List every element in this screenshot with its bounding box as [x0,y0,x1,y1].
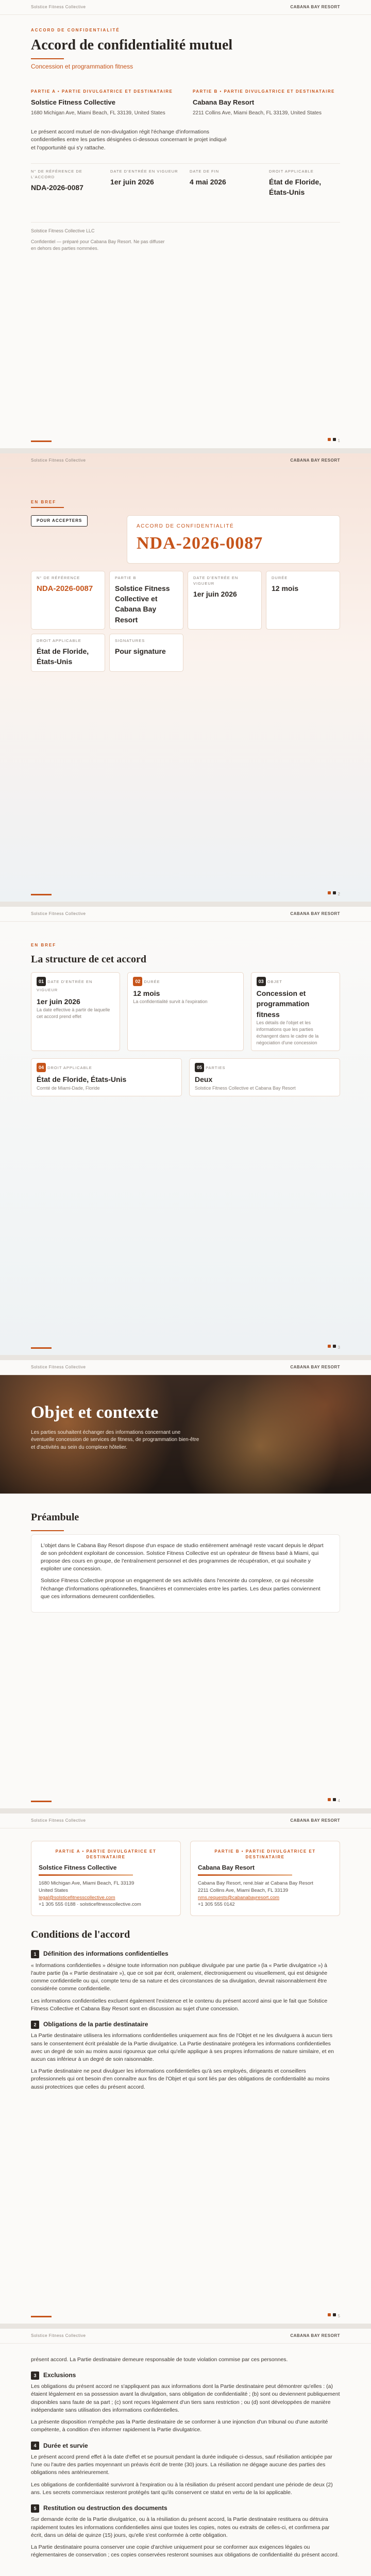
cell-label: DROIT APPLICABLE [37,638,81,643]
footer-mark [328,891,331,894]
item-number: 02 [133,977,142,986]
cell-value: État de Floride, États-Unis [37,647,89,666]
cell-value: NDA-2026-0087 [37,584,93,593]
footer-mark [328,2313,331,2316]
page-header [0,1814,371,1828]
item-label: DURÉE [144,979,160,985]
clause-paragraph: Les obligations de confidentialité survivront à l'expiration ou à la résiliation du présent accord pendant une période de deux (2) ans. Les secrets commerciaux resteront protégés tant qu'ils conservent ce statut en vertu de la loi applicable. [31,2481,333,2496]
header-left: Solstice Fitness Collective [31,911,86,916]
meta-value: État de Floride, États-Unis [269,177,322,196]
clause-paragraph: Les informations confidentielles excluent également l'existence et le contenu du présent accord ainsi que le fait que Solstice Fitness Collective et Cabana Bay Resort sont en discussion au sujet d'une concession. [31,1997,328,2012]
clause-number: 1 [31,1950,39,1958]
page-footer [0,887,371,902]
footer-mark [333,438,336,441]
item-number: 05 [195,1063,204,1072]
footer-accent [31,440,52,442]
party-a-card [31,1841,181,1917]
item-value: Deux [195,1075,213,1084]
party-a-address: 1680 Michigan Ave, Miami Beach, FL 33139, United States [31,110,165,116]
cover-lead: Le présent accord mutuel de non-divulgation régit l'échange d'informations confidentielles entre les parties désignées ci-dessous concernant le projet indiqué et l'opportunité qui s'y rattache. [31,129,227,151]
document-subtitle: Concession et programmation fitness [31,62,133,70]
footer-mark [333,1345,336,1348]
structure-item [127,972,243,1051]
accent-divider [31,1530,64,1531]
page-number: 2 [338,892,340,897]
clause-paragraph: La présente disposition n'empêche pas la Partie destinataire de se conformer à une injonction d'un tribunal ou d'une autorité compétente, à condition d'en informer rapidement la Partie divulgatrice. [31,2419,328,2433]
page-header [0,1360,371,1375]
party-a-label: PARTIE A • PARTIE DIVULGATRICE ET DESTINATAIRE [31,89,173,94]
header-left: Solstice Fitness Collective [31,1365,86,1369]
item-desc: Les détails de l'objet et les informations que les parties échangent dans le cadre de la négociation d'une concession [256,1020,319,1046]
clause-paragraph: Le présent accord prend effet à la date d'effet et se poursuit pendant la durée indiquée ci-dessus, sauf résiliation anticipée par l'une ou l'autre des parties moyennant un préavis écrit de trente (30) jours. La résiliation ne dégage aucune des parties des obligations nées antérieurement. [31,2453,332,2476]
structure-page [0,907,371,1360]
footer-accent [31,894,52,895]
cell-effective-date [188,571,262,630]
page-header [0,2329,371,2344]
footer-mark [333,891,336,894]
header-left: Solstice Fitness Collective [31,2333,86,2338]
card-title: PARTIE A • PARTIE DIVULGATRICE ET DESTINATAIRE [55,1849,157,1860]
clause-2-heading [31,2020,340,2029]
conditions-page [0,1814,371,2329]
footer-marks [328,1798,340,1804]
card-phone: +1 305 555 0142 [198,1902,235,1908]
card-email-link[interactable]: nms.requests@cabanabayresort.com [198,1894,280,1901]
footer-mark [333,1798,336,1801]
continued-paragraph: présent accord. La Partie destinataire demeure responsable de toute violation commise par ces personnes. [31,2356,288,2363]
clause-number: 5 [31,2504,39,2513]
cover-meta-row [31,163,340,197]
page-footer [0,434,371,448]
parties-grid [31,89,340,117]
header-left: Solstice Fitness Collective [31,5,86,9]
item-number: 03 [257,977,266,986]
structure-item [31,1058,182,1096]
clause-title: Durée et survie [43,2442,88,2449]
item-label: PARTIES [206,1065,226,1071]
cell-reference [31,571,105,630]
hero-text: Les parties souhaitent échanger des informations concernant une éventuelle concession de services de fitness, de programmation bien-être et d'activités au sein du complexe hôtelier. [31,1429,199,1450]
clause-paragraph: « Informations confidentielles » désigne toute information non publique divulguée par une partie (la « Partie divulgatrice ») à l'autre partie (la « Partie destinataire »), que ce soit par écrit, oralement, électroniquement ou visuellement, qui est désignée comme confidentielle ou qui, compte tenu de sa nature et des circonstances de sa divulgation, devrait raisonnablement être considérée comme confidentielle. [31,1962,328,1992]
meta-end-date [190,169,261,197]
exclusions-page [0,2329,371,2576]
card-address-2: 2211 Collins Ave, Miami Beach, FL 33139 [198,1887,289,1893]
party-cards [31,1841,340,1917]
page-header [0,453,371,468]
item-label: DATE D'ENTRÉE EN VIGUEUR [37,979,93,993]
item-desc: La confidentialité survit à l'expiration [133,999,208,1005]
header-right: CABANA BAY RESORT [290,911,340,916]
header-right: CABANA BAY RESORT [290,2333,340,2338]
cell-label: PARTIE B [115,575,137,580]
clause-title: Obligations de la partie destinataire [43,2020,148,2028]
summary-page [0,453,371,907]
clause-number: 4 [31,2442,39,2450]
cell-value: 12 mois [272,584,299,592]
document-title: Accord de confidentialité mutuel [31,37,233,54]
cell-value: Pour signature [115,647,166,655]
clause-paragraph: La Partie destinataire ne peut divulguer les informations confidentielles qu'à ses employés, dirigeants et conseillers professionnels qui ont besoin d'en connaître aux fins de l'Objet et qui sont liés par des obligations de confidentialité au moins aussi protectrices que celles du présent accord. [31,2068,330,2090]
page-footer [0,2309,371,2324]
meta-label: N° DE RÉFÉRENCE DE L'ACCORD [31,168,82,179]
card-name: Solstice Fitness Collective [39,1863,117,1871]
card-accent [39,1874,133,1876]
summary-layout [31,515,340,564]
structure-item [251,972,340,1051]
card-accent [198,1874,292,1876]
structure-grid [31,972,340,1051]
meta-governing-law [269,169,340,197]
meta-value: 4 mai 2026 [190,177,226,186]
cell-term [266,571,340,630]
header-right: CABANA BAY RESORT [290,1365,340,1369]
page-footer [0,1794,371,1808]
structure-item [189,1058,340,1096]
header-left: Solstice Fitness Collective [31,458,86,463]
cell-value: 1er juin 2026 [193,589,237,598]
page-number: 4 [338,1799,340,1804]
page-header [0,0,371,15]
card-address: 1680 Michigan Ave, Miami Beach, FL 33139 [39,1880,134,1887]
reference-number: NDA-2026-0087 [137,533,263,553]
footer-marks [328,438,340,444]
cell-label: SIGNATURES [115,638,145,643]
card-title: PARTIE B • PARTIE DIVULGATRICE ET DESTINATAIRE [214,1849,316,1860]
prepared-by: Solstice Fitness Collective LLC [31,222,340,234]
item-desc: Solstice Fitness Collective et Cabana Bay Resort [195,1085,296,1091]
footer-marks [328,891,340,897]
footer-accent [31,1801,52,1802]
item-desc: La date effective à partir de laquelle cet accord prend effet [37,1007,110,1020]
structure-kicker: EN BREF [31,942,57,947]
accept-button[interactable]: POUR ACCEPTERS [31,515,88,527]
meta-label: DROIT APPLICABLE [269,168,314,174]
cover-kicker: ACCORD DE CONFIDENTIALITÉ [31,27,120,32]
structure-item [31,972,120,1051]
footer-mark [328,1798,331,1801]
cell-party [109,571,183,630]
reference-label: ACCORD DE CONFIDENTIALITÉ [137,523,234,530]
header-right: CABANA BAY RESORT [290,1818,340,1823]
clause-3-heading [31,2371,340,2380]
party-b-card [190,1841,340,1917]
header-left: Solstice Fitness Collective [31,1818,86,1823]
party-a-name: Solstice Fitness Collective [31,98,116,106]
footer-accent [31,2316,52,2317]
cell-label: DURÉE [272,575,288,580]
party-b [193,89,340,117]
item-value: 1er juin 2026 [37,997,80,1006]
clause-1-heading [31,1950,340,1958]
page-number: 5 [338,2314,340,2319]
page-footer [0,1341,371,1355]
card-name: Cabana Bay Resort [198,1863,255,1871]
context-page [0,1360,371,1814]
hero-title: Objet et contexte [31,1402,159,1422]
preamble-box [31,1534,340,1613]
item-value: 12 mois [133,989,160,998]
item-number: 01 [37,977,46,986]
item-number: 04 [37,1063,46,1072]
summary-kicker: EN BREF [31,499,57,504]
structure-title: La structure de cet accord [31,954,147,965]
footer-mark [328,1345,331,1348]
meta-reference [31,169,102,197]
clause-number: 2 [31,2021,39,2029]
party-b-address: 2211 Collins Ave, Miami Beach, FL 33139, United States [193,110,322,116]
party-a [31,89,178,117]
structure-grid-2 [31,1058,340,1096]
header-right: CABANA BAY RESORT [290,458,340,463]
item-desc: Comté de Miami-Dade, Floride [37,1085,100,1091]
cell-label: N° DE RÉFÉRENCE [37,575,80,580]
card-address: Cabana Bay Resort, rené.blair at Cabana Bay Resort [198,1880,313,1887]
reference-card [127,515,340,564]
cell-value: Solstice Fitness Collective et Cabana Bay Resort [115,584,170,624]
meta-label: DATE DE FIN [190,168,220,174]
meta-value: NDA-2026-0087 [31,183,83,192]
item-label: OBJET [267,979,282,985]
clause-paragraph: La Partie destinataire pourra conserver une copie d'archive uniquement pour se conformer aux exigences légales ou réglementaires de conservation ; ces copies conservées resteront soumises aux obligations de confidentialité du présent accord. [31,2544,339,2558]
summary-cells [31,571,340,672]
cover-page [0,0,371,453]
page-number: 1 [338,438,340,444]
hero-image-band [0,1375,371,1494]
footer-mark [333,2313,336,2316]
clause-title: Restitution ou destruction des documents [43,2504,167,2512]
page-number: 3 [338,1345,340,1350]
clause-title: Exclusions [43,2371,76,2379]
conditions-title: Conditions de l'accord [31,1929,130,1941]
party-b-label: PARTIE B • PARTIE DIVULGATRICE ET DESTINATAIRE [193,89,335,94]
footer-marks [328,2313,340,2319]
footer-accent [31,1347,52,1349]
party-b-name: Cabana Bay Resort [193,98,255,106]
footer-mark [328,438,331,441]
clause-title: Définition des informations confidentielles [43,1950,168,1958]
meta-label: DATE D'ENTRÉE EN VIGUEUR [110,168,178,174]
preamble-paragraph: Solstice Fitness Collective propose un engagement de ses activités dans l'enceinte du complexe, ce qui nécessite l'échange d'informations opérationnelles, financières et commerciales entre les parties. Les deux parties conviennent que ces informations demeurent confidentielles. [41,1578,321,1600]
footer-marks [328,1345,340,1351]
clause-number: 3 [31,2371,39,2380]
accent-divider [31,58,64,59]
clause-paragraph: Sur demande écrite de la Partie divulgatrice, ou à la résiliation du présent accord, la Partie destinataire restituera ou détruira rapidement toutes les informations confidentielles ainsi que toutes les copies, notes ou extraits de celles-ci, et confirmera par écrit, dans un délai de quinze (15) jours, qu'elle s'est conformée à cette obligation. [31,2516,330,2538]
cell-governing-law [31,634,105,671]
meta-value: 1er juin 2026 [110,177,154,186]
preamble-paragraph: L'objet dans le Cabana Bay Resort dispose d'un espace de studio entièrement aménagé reste vacant depuis le départ de son précédent exploitant de concession. Solstice Fitness Collective est un opérateur de fitness basé à Miami, qui propose des cours en groupe, de l'entraînement personnel et des programmes de récupération, et qui souhaite y exploiter une concession. [41,1542,324,1572]
preamble-title: Préambule [31,1511,79,1523]
clause-5-heading [31,2504,340,2513]
clause-paragraph: La Partie destinataire utilisera les informations confidentielles uniquement aux fins de l'Objet et ne les divulguera à aucun tiers sans le consentement écrit préalable de la Partie divulgatrice. La Partie destinataire protégera les informations confidentielles avec un degré de soin au moins aussi rigoureux que celui qu'elle applique à ses propres informations de nature similaire, et en aucun cas inférieur à un degré de soin raisonnable. [31,2032,334,2062]
cell-signatures [109,634,183,671]
summary-left [31,515,119,564]
accent-divider [31,507,64,508]
card-phone: +1 305 555 0188 · solsticefitnesscollective.com [39,1902,141,1908]
meta-effective-date [110,169,181,197]
card-address-2: United States [39,1887,69,1893]
header-right: CABANA BAY RESORT [290,5,340,9]
clause-4-heading [31,2442,340,2450]
cell-label: DATE D'ENTRÉE EN VIGUEUR [193,575,239,586]
item-value: État de Floride, États-Unis [37,1075,127,1084]
confidential-note: Confidentiel — préparé pour Cabana Bay Resort. Ne pas diffuser en dehors des parties nommées. [31,239,165,251]
card-email-link[interactable]: legal@solsticefitnesscollective.com [39,1894,115,1901]
page-header [0,907,371,922]
item-value: Concession et programmation fitness [256,989,310,1019]
item-label: DROIT APPLICABLE [47,1065,92,1071]
clause-paragraph: Les obligations du présent accord ne s'appliquent pas aux informations dont la Partie destinataire peut démontrer qu'elles : (a) étaient légalement en sa possession avant la divulgation, sans obligation de confidentialité ; (b) sont ou deviennent publiquement disponibles sans faute de sa part ; (c) sont reçues légalement d'un tiers sans restriction ; ou (d) sont développées de manière indépendante sans utilisation des informations confidentielles. [31,2383,340,2413]
